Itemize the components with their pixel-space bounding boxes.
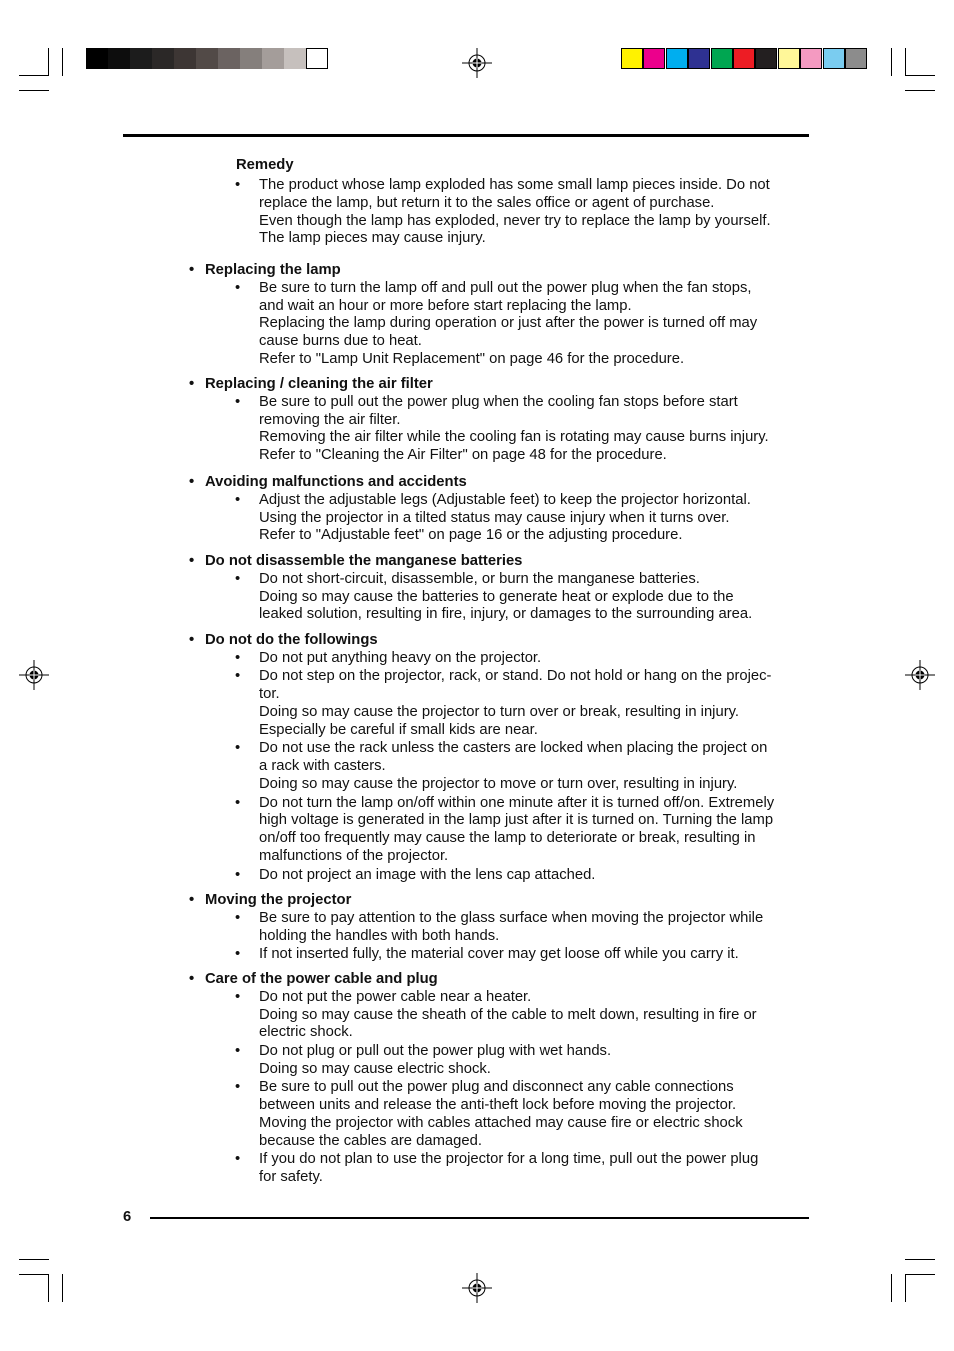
item-line: Refer to "Adjustable feet" on page 16 or the adjusting procedure. — [259, 527, 683, 544]
section — [189, 632, 814, 884]
list-item — [189, 989, 814, 1042]
list-item — [189, 650, 814, 668]
section — [189, 553, 814, 624]
item-line: Replacing the lamp during operation or just after the power is turned off may — [259, 315, 758, 332]
color-swatch — [688, 48, 710, 69]
bullet: • — [235, 909, 241, 926]
gray-swatch — [196, 48, 218, 69]
section — [189, 971, 814, 1187]
crop-mark — [905, 48, 906, 76]
color-swatch — [666, 48, 688, 69]
item-line: Adjust the adjustable legs (Adjustable feet) to keep the projector horizontal. — [259, 491, 751, 508]
item-line: Using the projector in a tilted status may cause injury when it turns over. — [259, 509, 730, 526]
item-line: Do not put anything heavy on the projector. — [259, 649, 542, 666]
footer-rule — [150, 1217, 809, 1219]
color-swatch — [778, 48, 800, 69]
bullet: • — [189, 553, 195, 569]
color-swatch — [711, 48, 733, 69]
crop-mark — [905, 90, 935, 91]
item-line: The lamp pieces may cause injury. — [259, 230, 486, 247]
item-line: Be sure to turn the lamp off and pull out the power plug when the fan stops, — [259, 279, 752, 296]
gray-swatch — [306, 48, 328, 69]
list-item — [189, 1079, 814, 1150]
list-item — [189, 946, 814, 964]
bullet: • — [235, 946, 241, 963]
section-title-text: Care of the power cable and plug — [205, 971, 438, 987]
item-line: Do not plug or pull out the power plug with wet hands. — [259, 1042, 612, 1059]
item-line: Moving the projector with cables attached may cause fire or electric shock — [259, 1114, 743, 1131]
item-line: Do not short-circuit, disassemble, or burn the manganese batteries. — [259, 570, 700, 587]
item-line: for safety. — [259, 1169, 323, 1186]
section-title — [189, 376, 814, 394]
item-line: Do not step on the projector, rack, or stand. Do not hold or hang on the projec- — [259, 668, 772, 685]
header-rule — [123, 134, 809, 137]
section — [189, 376, 814, 465]
color-swatch — [823, 48, 845, 69]
item-line: Doing so may cause the projector to turn over or break, resulting in injury. — [259, 703, 740, 720]
list-item — [189, 910, 814, 946]
bullet: • — [189, 474, 195, 490]
gray-swatch — [284, 48, 306, 69]
section-title — [189, 971, 814, 989]
bullet: • — [235, 1151, 241, 1168]
item-line: leaked solution, resulting in fire, injury, or damages to the surrounding area. — [259, 606, 753, 623]
gray-swatch — [174, 48, 196, 69]
gray-swatch — [108, 48, 130, 69]
list-item — [189, 867, 814, 885]
registration-target-icon — [905, 660, 935, 690]
item-line: tor. — [259, 686, 280, 703]
section-title — [189, 553, 814, 571]
bullet: • — [189, 971, 195, 987]
crop-mark — [891, 1274, 892, 1302]
item-line: a rack with casters. — [259, 758, 386, 775]
item-line: Be sure to pay attention to the glass surface when moving the projector while — [259, 909, 764, 926]
item-line: and wait an hour or more before start replacing the lamp. — [259, 297, 632, 314]
section-title — [189, 632, 814, 650]
section-title — [189, 892, 814, 910]
crop-mark — [62, 48, 63, 76]
item-line: If you do not plan to use the projector for a long time, pull out the power plug — [259, 1151, 759, 1168]
bullet: • — [235, 866, 241, 883]
color-swatch — [643, 48, 665, 69]
bullet: • — [235, 794, 241, 811]
crop-mark — [905, 75, 935, 76]
item-line: The product whose lamp exploded has some small lamp pieces inside. Do not — [259, 177, 770, 193]
gray-swatch — [218, 48, 240, 69]
bullet: • — [235, 393, 241, 410]
bullet: • — [235, 649, 241, 666]
bullet: • — [189, 376, 195, 392]
bullet: • — [235, 668, 241, 685]
color-swatch — [755, 48, 777, 69]
item-line: Do not turn the lamp on/off within one minute after it is turned off/on. Extremely — [259, 794, 775, 811]
item-line: on/off too frequently may cause the lamp to deteriorate or break, resulting in — [259, 830, 756, 847]
section-title-text: Replacing the lamp — [205, 262, 341, 278]
item-line: malfunctions of the projector. — [259, 847, 449, 864]
bullet: • — [235, 740, 241, 757]
item-line: Removing the air filter while the cooling fan is rotating may cause burns injury. — [259, 429, 769, 446]
item-line: replace the lamp, but return it to the sales office or agent of purchase. — [259, 194, 715, 211]
item-line: If not inserted fully, the material cover may get loose off while you carry it. — [259, 946, 739, 963]
section — [189, 262, 814, 369]
crop-mark — [891, 48, 892, 76]
list-item — [189, 492, 814, 545]
list-item — [189, 795, 814, 866]
gray-swatch — [130, 48, 152, 69]
item-line: Be sure to pull out the power plug when the cooling fan stops before start — [259, 393, 738, 410]
list-item — [189, 740, 814, 793]
list-item — [189, 1043, 814, 1079]
crop-mark — [19, 1274, 49, 1275]
section-title-text: Do not do the followings — [205, 632, 378, 648]
gray-swatch — [240, 48, 262, 69]
gray-swatch — [152, 48, 174, 69]
remedy-list — [189, 177, 814, 248]
item-line: Do not use the rack unless the casters are locked when placing the project on — [259, 740, 768, 757]
registration-target-icon — [462, 1273, 492, 1303]
item-line: electric shock. — [259, 1024, 353, 1041]
section — [189, 474, 814, 545]
item-line: Refer to "Cleaning the Air Filter" on page 48 for the procedure. — [259, 447, 667, 464]
list-item — [189, 394, 814, 465]
crop-mark — [48, 1274, 49, 1302]
bullet: • — [235, 279, 241, 296]
color-swatch — [845, 48, 867, 69]
item-line: holding the handles with both hands. — [259, 927, 500, 944]
crop-mark — [19, 75, 49, 76]
crop-mark — [905, 1259, 935, 1260]
item-line: removing the air filter. — [259, 411, 401, 428]
crop-mark — [905, 1274, 935, 1275]
list-item — [189, 1151, 814, 1187]
item-line: Even though the lamp has exploded, never try to replace the lamp by yourself. — [259, 212, 771, 229]
item-line: Do not project an image with the lens cap attached. — [259, 866, 596, 883]
list-item — [189, 668, 814, 739]
item-line: Doing so may cause the sheath of the cable to melt down, resulting in fire or — [259, 1006, 757, 1023]
bullet: • — [235, 988, 241, 1005]
section-title-text: Avoiding malfunctions and accidents — [205, 474, 467, 490]
item-line: between units and release the anti-theft lock before moving the projector. — [259, 1097, 737, 1114]
item-line: because the cables are damaged. — [259, 1132, 482, 1149]
item-line: Be sure to pull out the power plug and disconnect any cable connections — [259, 1079, 734, 1096]
list-item — [189, 280, 814, 369]
crop-mark — [19, 1259, 49, 1260]
color-swatch — [733, 48, 755, 69]
section-title-text: Replacing / cleaning the air filter — [205, 376, 433, 392]
gray-swatch — [262, 48, 284, 69]
bullet: • — [235, 1079, 241, 1096]
section-title-text: Moving the projector — [205, 892, 352, 908]
page-number: 6 — [123, 1209, 132, 1225]
item-line: Especially be careful if small kids are near. — [259, 721, 538, 738]
crop-mark — [48, 48, 49, 76]
bullet: • — [235, 1042, 241, 1059]
item-line: Doing so may cause the projector to move or turn over, resulting in injury. — [259, 775, 738, 792]
item-line: Refer to "Lamp Unit Replacement" on page 46 for the procedure. — [259, 350, 685, 367]
gray-swatch — [86, 48, 108, 69]
crop-mark — [905, 1274, 906, 1302]
section-title — [189, 262, 814, 280]
item-line: Do not put the power cable near a heater. — [259, 988, 532, 1005]
bullet: • — [235, 570, 241, 587]
registration-target-icon — [462, 48, 492, 78]
crop-mark — [19, 90, 49, 91]
remedy-heading: Remedy — [236, 157, 294, 173]
bullet: • — [189, 892, 195, 908]
section — [189, 892, 814, 964]
color-swatch — [621, 48, 643, 69]
bullet: • — [189, 262, 195, 278]
registration-target-icon — [19, 660, 49, 690]
list-item — [189, 571, 814, 624]
color-swatch — [800, 48, 822, 69]
section-title-text: Do not disassemble the manganese batteries — [205, 553, 523, 569]
item-line: cause burns due to heat. — [259, 333, 422, 350]
bullet: • — [235, 491, 241, 508]
item-line: Doing so may cause electric shock. — [259, 1060, 491, 1077]
bullet: • — [189, 632, 195, 648]
crop-mark — [62, 1274, 63, 1302]
bullet: • — [235, 177, 241, 193]
item-line: Doing so may cause the batteries to generate heat or explode due to the — [259, 588, 734, 605]
list-item — [189, 177, 814, 248]
section-title — [189, 474, 814, 492]
item-line: high voltage is generated in the lamp just after it is turned on. Turning the lamp — [259, 812, 774, 829]
